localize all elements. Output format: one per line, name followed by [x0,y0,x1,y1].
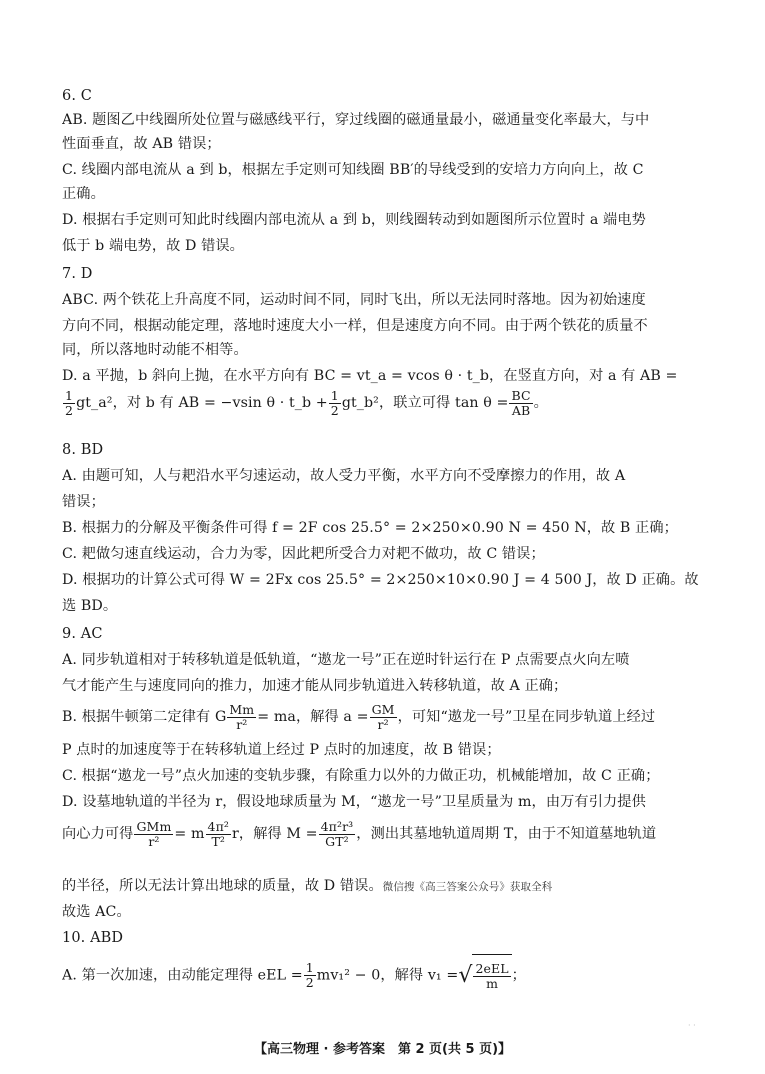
q9-line-7-part-d: ，测出其墓地轨道周期 T，由于不知道墓地轨道 [356,826,657,842]
q8-line-4: C. 耙做匀速直线运动，合力为零，因此耙所受合力对耙不做功，故 C 错误； [62,546,545,562]
q6-line-6: 低于 b 端电势，故 D 错误。 [62,238,244,254]
q8-line-6: 选 BD。 [62,598,118,614]
q10-line-1-part-a: A. 第一次加速，由动能定理得 eEL = [62,967,303,984]
fraction-4pi2r3-over-gt2: $\frac{\text{4π²r³}}{\text{GT²}}$ [320,818,354,849]
q7-line-5-part-b: gt_b²，联立可得 tan θ = [341,395,509,411]
q7-line-3: 同，所以落地时动能不相等。 [62,342,248,358]
q6-line-1: AB. 题图乙中线圈所处位置与磁感线平行，穿过线圈的磁通量最小，磁通量变化率最大，与中 [62,112,650,128]
fraction-one-half: $\frac{1}{2}$ [305,960,314,990]
q6-heading: 6. C [62,88,92,104]
square-root: √ $\frac{\text{2eEL}}{m}$ [458,954,511,997]
watermark-note: 微信搜《高三答案公众号》获取全科 [382,881,553,893]
q10-line-1-part-b: mv₁² − 0，解得 v₁ = [316,967,459,984]
fraction-gm-over-r2: $\frac{GM}{\text{r²}}$ [371,701,395,732]
q7-line-4: D. a 平抛，b 斜向上抛，在水平方向有 BC = vt_a = vcos θ · t_b，在竖直方向，对 a 有 AB = [62,368,678,384]
q7-line-1: ABC. 两个铁花上升高度不同，运动时间不同，同时飞出，所以无法同时落地。因为初始速度 [62,292,646,308]
q9-line-4: P 点时的加速度等于在转移轨道上经过 P 点时的加速度，故 B 错误； [62,742,501,758]
q9-line-3-part-b: = ma，解得 a = [257,709,369,725]
q7-line-5-part-a: gt_a²，对 b 有 AB = −vsin θ · t_b + [76,395,328,411]
q9-line-7-part-a: 向心力可得 [62,826,134,842]
q9-line-3-part-c: ，可知“遨龙一号”卫星在同步轨道上经过 [397,709,656,725]
q10-heading: 10. ABD [62,930,124,946]
q7-line-5-part-c: 。 [533,395,548,411]
fraction-gmm-over-r2: $\frac{\text{GMm}}{\text{r²}}$ [136,818,172,849]
q8-line-3: B. 根据力的分解及平衡条件可得 f = 2F cos 25.5° = 2×250×0.90 N = 450 N，故 B 正确； [62,520,678,536]
scan-speck: · · [688,1021,696,1030]
q9-heading: 9. AC [62,626,103,642]
q9-line-7-part-c: r，解得 M = [232,826,318,842]
q9-line-5: C. 根据“遨龙一号”点火加速的变轨步骤，有除重力以外的力做正功，机械能增加，故 C 正确； [62,768,660,784]
fraction-one-half: $\frac{1}{2}$ [330,388,339,418]
q8-line-2: 错误； [62,494,105,510]
fraction-mm-over-r2: $\frac{Mm}{\text{r²}}$ [229,701,255,732]
q9-line-8-text: 的半径，所以无法计算出地球的质量，故 D 错误。 [62,878,383,894]
q6-line-3: C. 线圈内部电流从 a 到 b，根据左手定则可知线圈 BB′的导线受到的安培力方向向上，故 C [62,162,644,178]
fraction-2eel-over-m: $\frac{\text{2eEL}}{m}$ [475,960,509,991]
q9-line-3-part-a: B. 根据牛顿第二定律有 G [62,709,227,725]
q8-line-1: A. 由题可知，人与耙沿水平匀速运动，故人受力平衡，水平方向不受摩擦力的作用，故 A [62,468,626,484]
q7-line-5 [62,388,723,418]
q7-heading: 7. D [62,266,93,282]
q8-line-5: D. 根据功的计算公式可得 W = 2Fx cos 25.5° = 2×250×10×0.90 J = 4 500 J，故 D 正确。故 [62,572,699,588]
q9-line-8 [62,876,723,897]
q9-line-7-part-b: = m [174,826,205,842]
fraction-4pi2-over-t2: $\frac{\text{4π²}}{\text{T²}}$ [207,818,230,849]
fraction-bc-over-ab: $\frac{BC}{AB}$ [511,388,531,418]
q9-line-7 [62,814,723,854]
q7-line-2: 方向不同，根据动能定理，落地时速度大小一样，但是速度方向不同。由于两个铁花的质量不 [62,318,648,334]
q9-line-9: 故选 AC。 [62,904,131,920]
q10-line-1 [62,954,723,997]
q6-line-5: D. 根据右手定则可知此时线圈内部电流从 a 到 b，则线圈转动到如题图所示位置时 a 端电势 [62,212,646,228]
q9-line-1: A. 同步轨道相对于转移轨道是低轨道，“遨龙一号”正在逆时针运行在 P 点需要点火向左喷 [62,652,630,668]
q9-line-6: D. 设墓地轨道的半径为 r，假设地球质量为 M，“遨龙一号”卫星质量为 m，由万有引力提供 [62,794,646,810]
q8-heading: 8. BD [62,442,104,458]
q6-line-2: 性面垂直，故 AB 错误； [62,136,221,152]
q6-line-4: 正确。 [62,186,105,202]
q10-line-1-part-c: ； [511,967,526,984]
fraction-one-half: $\frac{1}{2}$ [65,388,74,418]
q9-line-3 [62,700,723,734]
q9-line-2: 气才能产生与速度同向的推力，加速才能从同步轨道进入转移轨道，故 A 正确； [62,678,568,694]
page-footer: 【高三物理 · 参考答案 第 2 页(共 5 页)】 [253,1042,512,1057]
